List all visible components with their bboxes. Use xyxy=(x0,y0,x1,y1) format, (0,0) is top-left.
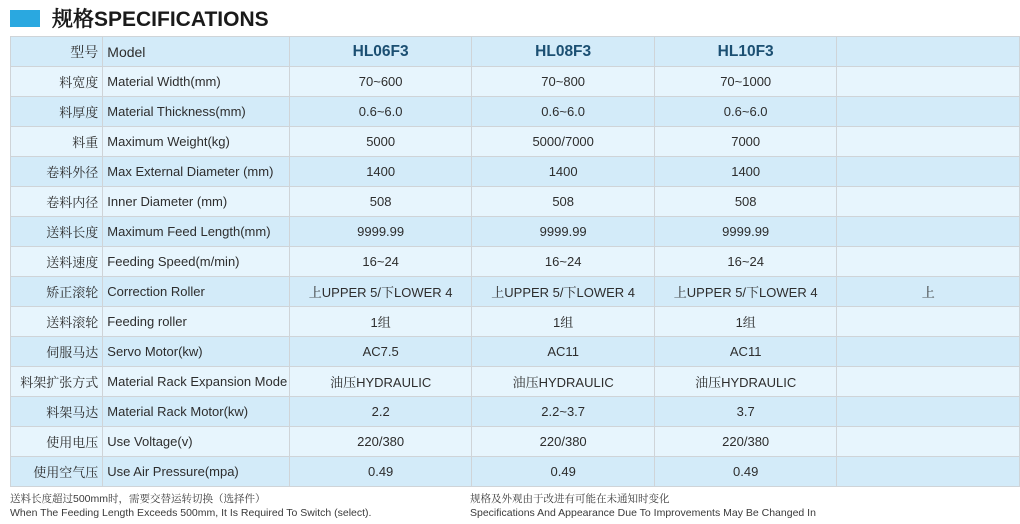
row-value xyxy=(837,337,1020,367)
row-value: 9999.99 xyxy=(289,217,472,247)
row-value xyxy=(837,187,1020,217)
row-en-label: Material Thickness(mm) xyxy=(103,97,290,127)
row-value: 上UPPER 5/下LOWER 4 xyxy=(472,277,655,307)
row-value: 1组 xyxy=(289,307,472,337)
row-value: 16~24 xyxy=(472,247,655,277)
row-value xyxy=(837,217,1020,247)
row-value: 9999.99 xyxy=(472,217,655,247)
row-en-label: Material Rack Motor(kw) xyxy=(103,397,290,427)
table-row xyxy=(11,367,1020,397)
row-value: 7000 xyxy=(654,127,837,157)
footnote-left xyxy=(0,492,470,520)
footnote-right-cn: 规格及外观由于改进有可能在未通知时变化 xyxy=(470,492,670,505)
row-cn-label: 送料速度 xyxy=(11,247,103,277)
row-value: 0.49 xyxy=(654,457,837,487)
row-cn-label: 使用空气压 xyxy=(11,457,103,487)
row-value: 油压HYDRAULIC xyxy=(654,367,837,397)
row-en-label: Servo Motor(kw) xyxy=(103,337,290,367)
row-value: 70~600 xyxy=(289,67,472,97)
row-value: 9999.99 xyxy=(654,217,837,247)
table-row xyxy=(11,67,1020,97)
row-en-label: Material Width(mm) xyxy=(103,67,290,97)
header-en-label: Model xyxy=(103,37,290,67)
footnote-left-en: When The Feeding Length Exceeds 500mm, It Is Required To Switch (select). xyxy=(10,506,372,519)
model-column-1: HL06F3 xyxy=(289,37,472,67)
row-value: 油压HYDRAULIC xyxy=(472,367,655,397)
table-body xyxy=(11,37,1020,487)
model-column-3: HL10F3 xyxy=(654,37,837,67)
row-value: 16~24 xyxy=(289,247,472,277)
row-en-label: Material Rack Expansion Mode xyxy=(103,367,290,397)
row-value: 70~1000 xyxy=(654,67,837,97)
row-value: 油压HYDRAULIC xyxy=(289,367,472,397)
row-value xyxy=(837,67,1020,97)
table-row xyxy=(11,337,1020,367)
row-cn-label: 料架马达 xyxy=(11,397,103,427)
row-en-label: Feeding Speed(m/min) xyxy=(103,247,290,277)
row-value: 0.6~6.0 xyxy=(289,97,472,127)
table-row xyxy=(11,247,1020,277)
row-en-label: Feeding roller xyxy=(103,307,290,337)
table-row xyxy=(11,397,1020,427)
row-cn-label: 送料滚轮 xyxy=(11,307,103,337)
model-column-4 xyxy=(837,37,1020,67)
row-value: 16~24 xyxy=(654,247,837,277)
blue-block-icon xyxy=(10,10,40,27)
specifications-table-wrap xyxy=(0,36,935,487)
row-value xyxy=(837,157,1020,187)
row-value: 上 xyxy=(837,277,1020,307)
table-row xyxy=(11,277,1020,307)
table-row xyxy=(11,457,1020,487)
table-row xyxy=(11,187,1020,217)
footnote-right-en: Specifications And Appearance Due To Improvements May Be Changed In xyxy=(470,506,816,519)
row-value: 220/380 xyxy=(654,427,837,457)
row-value: 2.2 xyxy=(289,397,472,427)
row-value: 1400 xyxy=(654,157,837,187)
row-value xyxy=(837,127,1020,157)
row-value: AC11 xyxy=(654,337,837,367)
row-cn-label: 送料长度 xyxy=(11,217,103,247)
row-cn-label: 卷料外径 xyxy=(11,157,103,187)
row-value xyxy=(837,97,1020,127)
footnote-right xyxy=(470,492,900,520)
table-row xyxy=(11,217,1020,247)
row-value: 220/380 xyxy=(472,427,655,457)
footnote-left-cn: 送料长度超过500mm时，需要交替运转切换（选择件） xyxy=(10,492,266,505)
row-en-label: Correction Roller xyxy=(103,277,290,307)
row-value: 上UPPER 5/下LOWER 4 xyxy=(654,277,837,307)
row-cn-label: 料厚度 xyxy=(11,97,103,127)
row-cn-label: 料架扩张方式 xyxy=(11,367,103,397)
row-cn-label: 使用电压 xyxy=(11,427,103,457)
header-cn-label: 型号 xyxy=(11,37,103,67)
row-value: 0.6~6.0 xyxy=(472,97,655,127)
table-row xyxy=(11,97,1020,127)
row-value: 1组 xyxy=(472,307,655,337)
row-cn-label: 料宽度 xyxy=(11,67,103,97)
row-value: 0.49 xyxy=(289,457,472,487)
row-cn-label: 矫正滚轮 xyxy=(11,277,103,307)
row-value: 220/380 xyxy=(289,427,472,457)
row-value: 70~800 xyxy=(472,67,655,97)
row-value: 0.49 xyxy=(472,457,655,487)
table-row xyxy=(11,157,1020,187)
row-value: AC7.5 xyxy=(289,337,472,367)
row-value: 1400 xyxy=(472,157,655,187)
row-value: 1400 xyxy=(289,157,472,187)
row-value: 5000 xyxy=(289,127,472,157)
row-value: 508 xyxy=(654,187,837,217)
table-row xyxy=(11,427,1020,457)
row-en-label: Use Voltage(v) xyxy=(103,427,290,457)
row-en-label: Use Air Pressure(mpa) xyxy=(103,457,290,487)
footnotes xyxy=(0,492,900,520)
specifications-table xyxy=(10,36,1020,487)
row-value: 2.2~3.7 xyxy=(472,397,655,427)
row-value: 508 xyxy=(472,187,655,217)
table-header-row xyxy=(11,37,1020,67)
page-header xyxy=(0,0,900,34)
row-value xyxy=(837,427,1020,457)
row-cn-label: 卷料内径 xyxy=(11,187,103,217)
row-en-label: Maximum Feed Length(mm) xyxy=(103,217,290,247)
row-value: 上UPPER 5/下LOWER 4 xyxy=(289,277,472,307)
row-en-label: Inner Diameter (mm) xyxy=(103,187,290,217)
page-title: 规格SPECIFICATIONS xyxy=(52,8,269,31)
row-en-label: Maximum Weight(kg) xyxy=(103,127,290,157)
row-value xyxy=(837,307,1020,337)
table-row xyxy=(11,127,1020,157)
row-en-label: Max External Diameter (mm) xyxy=(103,157,290,187)
row-cn-label: 料重 xyxy=(11,127,103,157)
row-value xyxy=(837,367,1020,397)
row-value: 3.7 xyxy=(654,397,837,427)
row-value: 1组 xyxy=(654,307,837,337)
row-cn-label: 伺服马达 xyxy=(11,337,103,367)
model-column-2: HL08F3 xyxy=(472,37,655,67)
row-value: AC11 xyxy=(472,337,655,367)
row-value: 0.6~6.0 xyxy=(654,97,837,127)
row-value xyxy=(837,457,1020,487)
row-value xyxy=(837,247,1020,277)
row-value: 5000/7000 xyxy=(472,127,655,157)
row-value xyxy=(837,397,1020,427)
row-value: 508 xyxy=(289,187,472,217)
table-row xyxy=(11,307,1020,337)
